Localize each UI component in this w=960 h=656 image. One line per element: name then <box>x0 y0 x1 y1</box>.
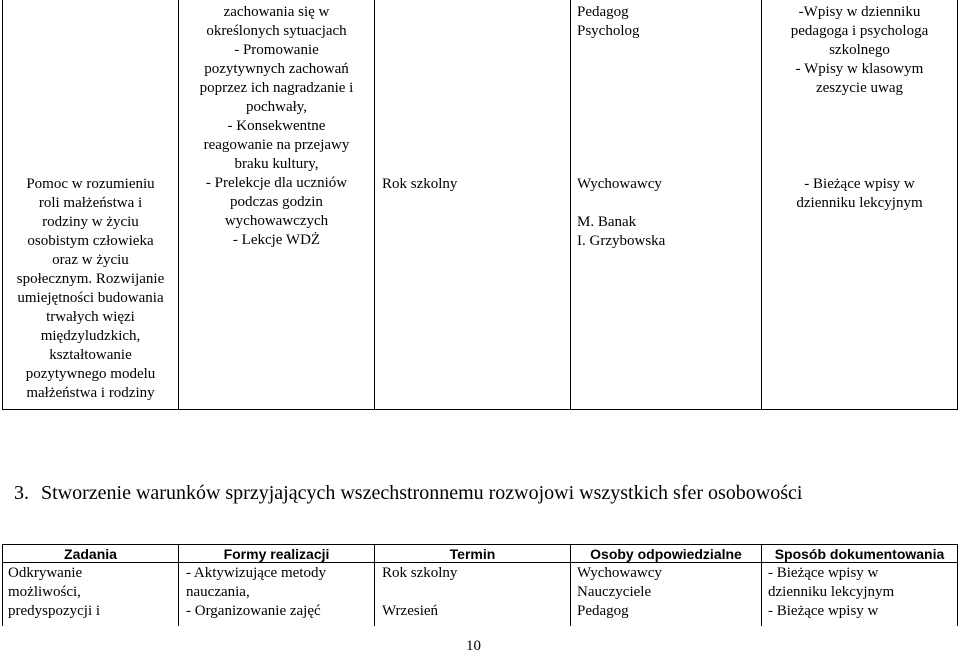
section-title: Stworzenie warunków sprzyjających wszechstronnemu rozwojowi wszystkich sfer osobowości <box>41 482 803 504</box>
bottom-table-cell-forms: - Aktywizujące metody nauczania, - Organizowanie zajęć <box>186 565 326 619</box>
top-table-cell-documentation-top: -Wpisy w dzienniku pedagoga i psychologa szkolnego - Wpisy w klasowym zeszycie uwag <box>790 4 929 96</box>
bottom-table-cell-term: Rok szkolny Wrzesień <box>382 565 458 619</box>
top-table-cell-responsible-bottom: Wychowawcy M. Banak I. Grzybowska <box>577 176 666 249</box>
bottom-table-header-tasks: Zadania <box>64 546 117 562</box>
bottom-table-cell-documentation: - Bieżące wpisy w dzienniku lekcyjnym - Bieżące wpisy w <box>768 565 895 619</box>
top-table-cell-responsible-top: Pedagog Psycholog <box>577 4 640 39</box>
top-table-divider-2 <box>374 0 375 410</box>
bottom-table-header-forms: Formy realizacji <box>223 546 330 562</box>
top-table-divider-3 <box>570 0 571 410</box>
top-table-cell-term: Rok szkolny <box>382 176 458 192</box>
bottom-table-border-right <box>957 544 958 626</box>
page-number: 10 <box>466 638 481 654</box>
top-table-cell-task: Pomoc w rozumieniu roli małżeństwa i rodziny w życiu osobistym człowieka oraz w życiu społecznym. Rozwijanie umiejętności budowania trwałych więzi międzyludzkich, kształtowanie pozytywnego modelu małżeństwa i rodziny <box>16 176 165 401</box>
bottom-table-header-responsible: Osoby odpowiedzialne <box>590 546 742 562</box>
bottom-table-cell-responsible: Wychowawcy Nauczyciele Pedagog <box>577 565 662 619</box>
section-number: 3. <box>14 482 29 504</box>
bottom-table-cell-task: Odkrywanie możliwości, predyspozycji i <box>8 565 101 619</box>
top-table-border-bottom <box>2 409 958 410</box>
bottom-table-header-term: Termin <box>449 546 496 562</box>
top-table-border-right <box>957 0 958 410</box>
top-table-cell-documentation-bottom: - Bieżące wpisy w dzienniku lekcyjnym <box>796 176 923 211</box>
top-table-cell-forms: zachowania się w określonych sytuacjach - Promowanie pozytywnych zachowań poprzez ich nagradzanie i pochwały, - Konsekwentne reagowanie na przejawy braku kultury, - Prelekcje dla uczniów podczas godzin wychowawczych - Lekcje WDŻ <box>199 4 354 248</box>
bottom-table-header-documentation: Sposób dokumentowania <box>774 546 945 562</box>
